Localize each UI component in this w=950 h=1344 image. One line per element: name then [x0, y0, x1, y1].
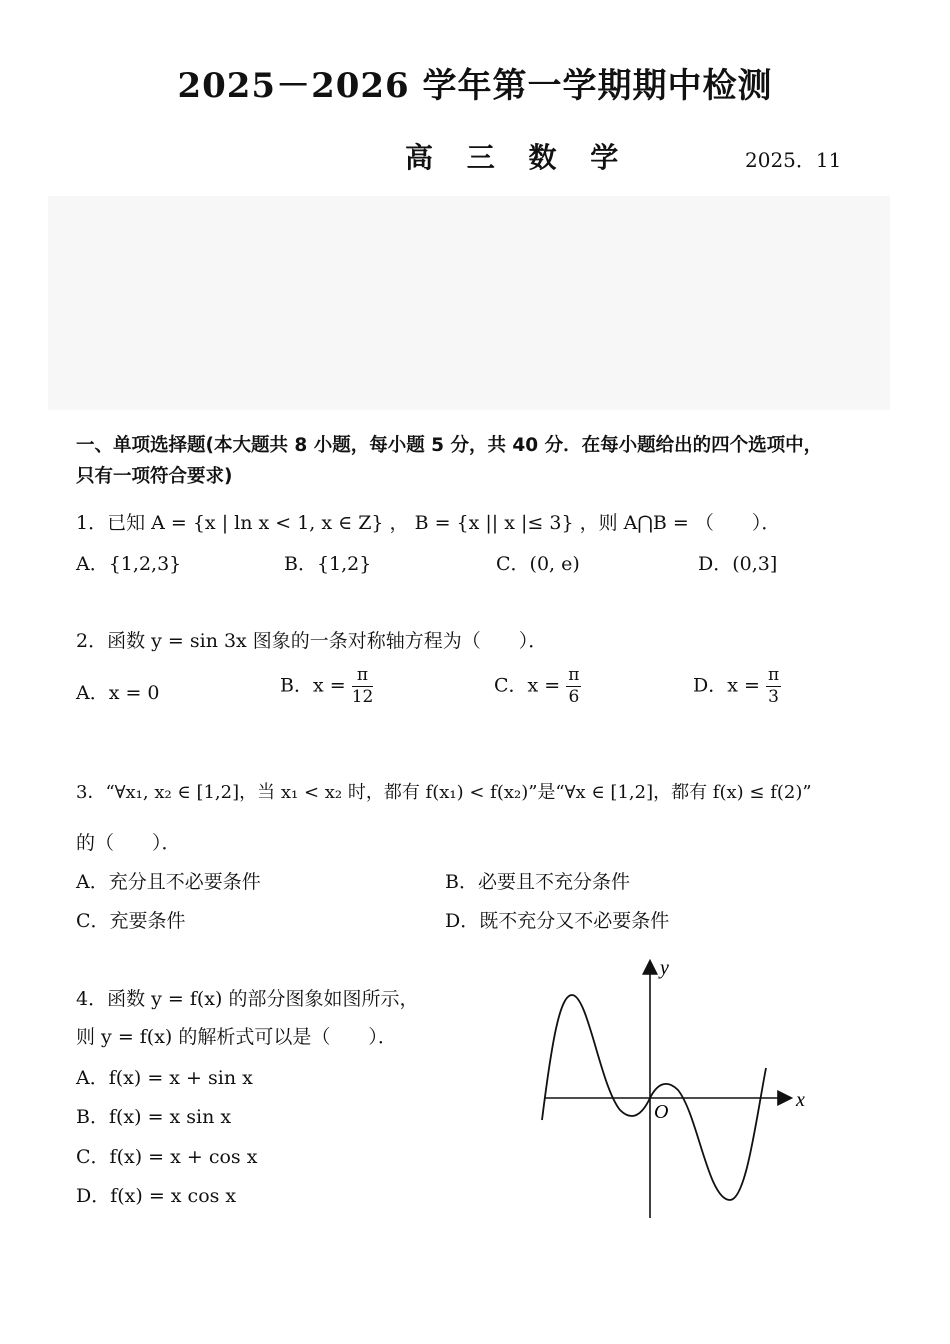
exam-subject: 高 三 数 学	[405, 141, 631, 174]
function-graph	[520, 950, 820, 1225]
question-1-option-d: D．(0,3]	[698, 553, 778, 575]
question-1-option-b: B．{1,2}	[284, 553, 372, 575]
section-heading: 一、单项选择题(本大题共 8 小题，每小题 5 分，共 40 分．在每小题给出的四个选项中，	[76, 435, 823, 456]
option-c-prefix: C．x =	[494, 674, 561, 697]
x-axis-label: x	[796, 1089, 805, 1111]
question-2-option-c	[494, 667, 581, 706]
question-4-option-d: D．f(x) = x cos x	[76, 1185, 237, 1207]
question-4-stem-cont: 则 y = f(x) 的解析式可以是（ ）．	[76, 1026, 397, 1048]
question-3-option-d: D．既不充分又不必要条件	[445, 910, 670, 932]
option-b-prefix: B．x =	[280, 674, 346, 697]
blank-area	[48, 196, 890, 410]
question-3-option-b: B．必要且不充分条件	[445, 871, 630, 893]
question-4-option-a: A．f(x) = x + sin x	[76, 1067, 253, 1089]
question-1-option-c: C．(0, e)	[496, 553, 580, 575]
section-heading-cont: 只有一项符合要求)	[76, 466, 233, 487]
exam-title: 2025－2026 学年第一学期期中检测	[177, 66, 773, 106]
question-3-stem-cont: 的（ ）．	[76, 832, 181, 854]
fraction-pi-6: $\frac{\pi}{6}$	[568, 665, 580, 707]
question-1-stem: 1．已知 A = {x | ln x < 1, x ∈ Z} ， B = {x || x |≤ 3} ，则 A⋂B = （ ）．	[76, 512, 781, 534]
y-axis-label: y	[660, 957, 669, 979]
question-4-option-b: B．f(x) = x sin x	[76, 1106, 232, 1128]
question-2-stem: 2．函数 y = sin 3x 图象的一条对称轴方程为（ ）．	[76, 630, 548, 652]
question-3-option-c: C．充要条件	[76, 910, 186, 932]
question-4-option-c: C．f(x) = x + cos x	[76, 1146, 258, 1168]
fraction-pi-12: $\frac{\pi}{12}$	[351, 665, 374, 707]
question-1-option-a: A．{1,2,3}	[76, 553, 182, 575]
question-2-option-a: A．x = 0	[76, 682, 160, 704]
exam-date: 2025．11	[745, 148, 842, 172]
option-d-prefix: D．x =	[693, 674, 760, 697]
question-2-option-b	[280, 667, 373, 706]
question-2-option-d	[693, 667, 781, 706]
fraction-pi-3: $\frac{\pi}{3}$	[767, 665, 780, 707]
origin-label: O	[654, 1101, 669, 1123]
question-3-option-a: A．充分且不必要条件	[76, 871, 261, 893]
question-4-stem: 4．函数 y = f(x) 的部分图象如图所示，	[76, 988, 419, 1010]
question-3-stem: 3．“∀x₁, x₂ ∈ [1,2]，当 x₁ < x₂ 时，都有 f(x₁) < f(x₂)”是“∀x ∈ [1,2]，都有 f(x) ≤ f(2)”	[76, 782, 812, 803]
